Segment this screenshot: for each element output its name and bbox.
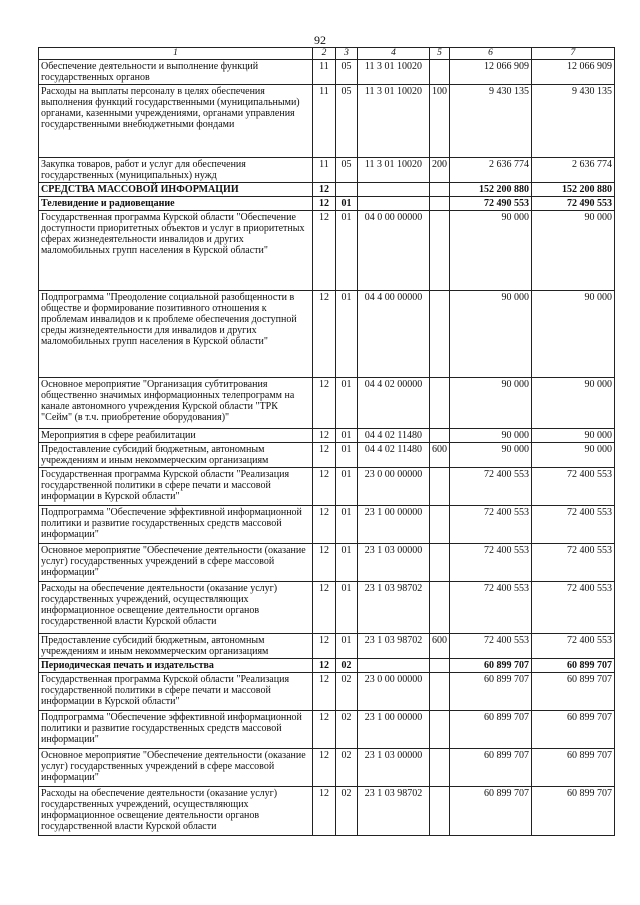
row-name-cell: Подпрограмма "Обеспечение эффективной информационной политики и развитие государственных средств массовой информации" — [39, 506, 313, 544]
row-amount-2-cell: 90 000 — [532, 291, 615, 378]
row-name-cell: Основное мероприятие "Организация субтитрования общественно значимых информационных телепрограмм на канале автономного учреждения Курской области "ТРК "Сейм" (в т.ч. приобретение оборудования)" — [39, 378, 313, 429]
table-row — [39, 60, 615, 85]
header-cell: 7 — [532, 48, 615, 60]
row-subsection-cell: 01 — [336, 634, 358, 659]
row-target-code-cell: 23 0 00 00000 — [358, 468, 430, 506]
row-target-code-cell: 04 0 00 00000 — [358, 211, 430, 291]
row-expense-type-cell — [430, 544, 450, 582]
row-name-cell: Телевидение и радиовещание — [39, 197, 313, 211]
row-amount-1-cell: 90 000 — [450, 211, 532, 291]
row-section-cell: 12 — [313, 659, 336, 673]
row-section-cell: 12 — [313, 673, 336, 711]
row-expense-type-cell — [430, 60, 450, 85]
row-amount-1-cell: 60 899 707 — [450, 673, 532, 711]
row-expense-type-cell: 200 — [430, 158, 450, 183]
row-amount-1-cell: 12 066 909 — [450, 60, 532, 85]
row-amount-2-cell: 90 000 — [532, 211, 615, 291]
table-row — [39, 711, 615, 749]
row-subsection-cell: 01 — [336, 582, 358, 634]
row-amount-2-cell: 60 899 707 — [532, 711, 615, 749]
row-subsection-cell: 01 — [336, 197, 358, 211]
header-cell: 5 — [430, 48, 450, 60]
row-name-cell: Подпрограмма "Обеспечение эффективной информационной политики и развитие государственных средств массовой информации" — [39, 711, 313, 749]
header-cell: 4 — [358, 48, 430, 60]
row-expense-type-cell — [430, 582, 450, 634]
row-expense-type-cell — [430, 468, 450, 506]
row-amount-1-cell: 90 000 — [450, 291, 532, 378]
table-row — [39, 158, 615, 183]
row-amount-2-cell: 72 400 553 — [532, 544, 615, 582]
row-name-cell: Предоставление субсидий бюджетным, автономным учреждениям и иным некоммерческим организациям — [39, 634, 313, 659]
row-expense-type-cell — [430, 787, 450, 836]
row-section-cell: 12 — [313, 711, 336, 749]
row-name-cell: Основное мероприятие "Обеспечение деятельности (оказание услуг) государственных учреждений в сфере массовой информации" — [39, 544, 313, 582]
row-amount-2-cell: 90 000 — [532, 378, 615, 429]
row-name-cell: Государственная программа Курской области "Обеспечение доступности приоритетных объектов и услуг в приоритетных сферах жизнедеятельности инвалидов и других маломобильных групп населения в Курской области" — [39, 211, 313, 291]
header-row — [39, 48, 615, 60]
row-section-cell: 12 — [313, 544, 336, 582]
row-subsection-cell: 02 — [336, 711, 358, 749]
row-expense-type-cell — [430, 378, 450, 429]
row-target-code-cell: 11 3 01 10020 — [358, 85, 430, 158]
row-amount-1-cell: 72 400 553 — [450, 634, 532, 659]
header-cell: 3 — [336, 48, 358, 60]
table-row — [39, 429, 615, 443]
row-name-cell: Периодическая печать и издательства — [39, 659, 313, 673]
row-target-code-cell — [358, 659, 430, 673]
table-row — [39, 211, 615, 291]
row-section-cell: 12 — [313, 211, 336, 291]
row-amount-1-cell: 2 636 774 — [450, 158, 532, 183]
row-amount-2-cell: 72 400 553 — [532, 468, 615, 506]
row-amount-2-cell: 12 066 909 — [532, 60, 615, 85]
row-expense-type-cell: 600 — [430, 443, 450, 468]
row-expense-type-cell — [430, 429, 450, 443]
row-target-code-cell: 23 1 03 98702 — [358, 787, 430, 836]
row-expense-type-cell — [430, 711, 450, 749]
row-amount-1-cell: 72 490 553 — [450, 197, 532, 211]
row-amount-2-cell: 152 200 880 — [532, 183, 615, 197]
row-section-cell: 12 — [313, 749, 336, 787]
row-name-cell: Расходы на выплаты персоналу в целях обеспечения выполнения функций государственными (муниципальными) органами, казенными учреждениями, органами управления государственными внебюджетными фондами — [39, 85, 313, 158]
row-amount-1-cell: 60 899 707 — [450, 749, 532, 787]
row-section-cell: 12 — [313, 197, 336, 211]
row-target-code-cell: 04 4 00 00000 — [358, 291, 430, 378]
row-amount-1-cell: 72 400 553 — [450, 468, 532, 506]
row-subsection-cell: 05 — [336, 60, 358, 85]
row-amount-1-cell: 90 000 — [450, 378, 532, 429]
row-amount-2-cell: 60 899 707 — [532, 749, 615, 787]
row-amount-2-cell: 72 400 553 — [532, 582, 615, 634]
table-row — [39, 634, 615, 659]
row-section-cell: 12 — [313, 506, 336, 544]
row-target-code-cell: 23 1 03 00000 — [358, 749, 430, 787]
row-subsection-cell: 02 — [336, 749, 358, 787]
row-amount-2-cell: 60 899 707 — [532, 673, 615, 711]
table-row — [39, 506, 615, 544]
row-amount-2-cell: 72 400 553 — [532, 634, 615, 659]
row-amount-2-cell: 72 490 553 — [532, 197, 615, 211]
row-amount-1-cell: 72 400 553 — [450, 506, 532, 544]
row-amount-1-cell: 72 400 553 — [450, 582, 532, 634]
row-expense-type-cell — [430, 291, 450, 378]
row-name-cell: Мероприятия в сфере реабилитации — [39, 429, 313, 443]
row-subsection-cell: 02 — [336, 659, 358, 673]
table-row — [39, 183, 615, 197]
row-section-cell: 12 — [313, 291, 336, 378]
row-amount-2-cell: 60 899 707 — [532, 787, 615, 836]
row-subsection-cell: 01 — [336, 506, 358, 544]
row-amount-2-cell: 9 430 135 — [532, 85, 615, 158]
row-subsection-cell: 01 — [336, 378, 358, 429]
row-name-cell: Обеспечение деятельности и выполнение функций государственных органов — [39, 60, 313, 85]
table-row — [39, 378, 615, 429]
row-amount-2-cell: 72 400 553 — [532, 506, 615, 544]
header-cell: 2 — [313, 48, 336, 60]
row-target-code-cell: 23 1 00 00000 — [358, 506, 430, 544]
row-subsection-cell — [336, 183, 358, 197]
row-amount-1-cell: 60 899 707 — [450, 659, 532, 673]
row-name-cell: Подпрограмма "Преодоление социальной разобщенности в обществе и формирование позитивного отношения к проблемам инвалидов и к проблеме обеспечения доступной среды жизнедеятельности для инвалидов и других маломобильных групп населения в Курской области" — [39, 291, 313, 378]
header-cell: 1 — [39, 48, 313, 60]
row-target-code-cell — [358, 197, 430, 211]
table-row — [39, 749, 615, 787]
row-section-cell: 12 — [313, 634, 336, 659]
row-name-cell: Основное мероприятие "Обеспечение деятельности (оказание услуг) государственных учреждений в сфере массовой информации" — [39, 749, 313, 787]
row-name-cell: Расходы на обеспечение деятельности (оказание услуг) государственных учреждений, осуществляющих информационное освещение деятельности органов государственной власти Курской области — [39, 787, 313, 836]
row-name-cell: Государственная программа Курской области "Реализация государственной политики в сфере печати и массовой информации в Курской области" — [39, 673, 313, 711]
row-target-code-cell: 04 4 02 11480 — [358, 443, 430, 468]
row-section-cell: 12 — [313, 183, 336, 197]
row-section-cell: 12 — [313, 468, 336, 506]
row-section-cell: 12 — [313, 787, 336, 836]
row-amount-1-cell: 60 899 707 — [450, 711, 532, 749]
row-subsection-cell: 01 — [336, 429, 358, 443]
row-amount-1-cell: 60 899 707 — [450, 787, 532, 836]
row-target-code-cell: 23 1 03 00000 — [358, 544, 430, 582]
table-row — [39, 443, 615, 468]
row-target-code-cell — [358, 183, 430, 197]
row-target-code-cell: 23 1 00 00000 — [358, 711, 430, 749]
row-amount-1-cell: 152 200 880 — [450, 183, 532, 197]
row-name-cell: Расходы на обеспечение деятельности (оказание услуг) государственных учреждений, осуществляющих информационное освещение деятельности органов государственной власти Курской области — [39, 582, 313, 634]
table-row — [39, 544, 615, 582]
row-target-code-cell: 23 1 03 98702 — [358, 582, 430, 634]
row-expense-type-cell — [430, 211, 450, 291]
row-section-cell: 12 — [313, 443, 336, 468]
row-target-code-cell: 11 3 01 10020 — [358, 60, 430, 85]
table-row — [39, 468, 615, 506]
table-row — [39, 787, 615, 836]
budget-table — [38, 47, 615, 836]
row-target-code-cell: 23 1 03 98702 — [358, 634, 430, 659]
row-amount-2-cell: 90 000 — [532, 429, 615, 443]
row-subsection-cell: 05 — [336, 158, 358, 183]
row-target-code-cell: 11 3 01 10020 — [358, 158, 430, 183]
row-subsection-cell: 05 — [336, 85, 358, 158]
row-section-cell: 11 — [313, 158, 336, 183]
row-expense-type-cell: 100 — [430, 85, 450, 158]
row-expense-type-cell — [430, 659, 450, 673]
row-subsection-cell: 01 — [336, 443, 358, 468]
row-target-code-cell: 04 4 02 11480 — [358, 429, 430, 443]
row-section-cell: 11 — [313, 60, 336, 85]
row-amount-1-cell: 90 000 — [450, 443, 532, 468]
row-expense-type-cell — [430, 183, 450, 197]
table-row — [39, 673, 615, 711]
table-row — [39, 659, 615, 673]
row-subsection-cell: 02 — [336, 673, 358, 711]
row-name-cell: Закупка товаров, работ и услуг для обеспечения государственных (муниципальных) нужд — [39, 158, 313, 183]
row-section-cell: 12 — [313, 378, 336, 429]
row-subsection-cell: 02 — [336, 787, 358, 836]
row-amount-2-cell: 2 636 774 — [532, 158, 615, 183]
row-name-cell: Предоставление субсидий бюджетным, автономным учреждениям и иным некоммерческим организациям — [39, 443, 313, 468]
table-row — [39, 85, 615, 158]
row-subsection-cell: 01 — [336, 468, 358, 506]
table-row — [39, 291, 615, 378]
row-expense-type-cell — [430, 197, 450, 211]
row-target-code-cell: 23 0 00 00000 — [358, 673, 430, 711]
table-row — [39, 197, 615, 211]
row-target-code-cell: 04 4 02 00000 — [358, 378, 430, 429]
row-expense-type-cell — [430, 506, 450, 544]
row-amount-2-cell: 60 899 707 — [532, 659, 615, 673]
row-subsection-cell: 01 — [336, 291, 358, 378]
row-name-cell: СРЕДСТВА МАССОВОЙ ИНФОРМАЦИИ — [39, 183, 313, 197]
row-amount-1-cell: 90 000 — [450, 429, 532, 443]
row-section-cell: 11 — [313, 85, 336, 158]
row-amount-1-cell: 9 430 135 — [450, 85, 532, 158]
row-subsection-cell: 01 — [336, 544, 358, 582]
row-amount-1-cell: 72 400 553 — [450, 544, 532, 582]
table-row — [39, 582, 615, 634]
row-expense-type-cell: 600 — [430, 634, 450, 659]
row-expense-type-cell — [430, 673, 450, 711]
row-name-cell: Государственная программа Курской области "Реализация государственной политики в сфере печати и массовой информации в Курской области" — [39, 468, 313, 506]
header-cell: 6 — [450, 48, 532, 60]
row-subsection-cell: 01 — [336, 211, 358, 291]
row-amount-2-cell: 90 000 — [532, 443, 615, 468]
row-section-cell: 12 — [313, 582, 336, 634]
page-number: 92 — [314, 33, 326, 47]
row-section-cell: 12 — [313, 429, 336, 443]
row-expense-type-cell — [430, 749, 450, 787]
